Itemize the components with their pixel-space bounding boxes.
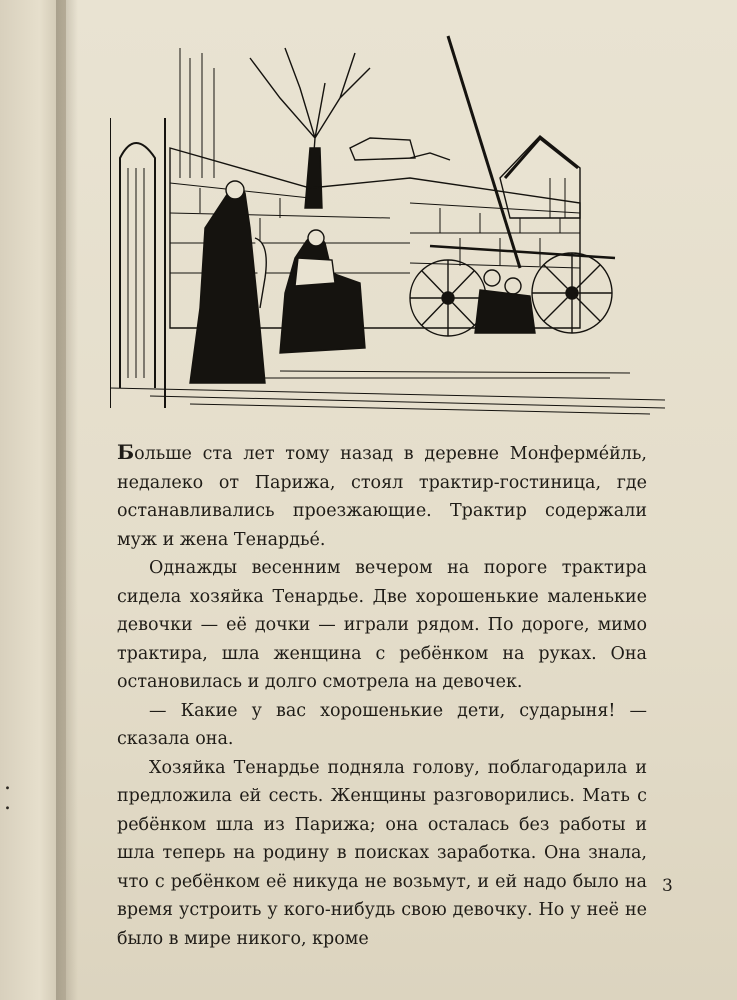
paragraph: Хозяйка Тенардье подняла голову, поблагодарила и предложила ей сесть. Женщины разговорились. Мать с ребёнком шла из Парижа; она осталась без работы и шла теперь на родину в поисках заработка. Она знала, что с ребёнком её никуда не возьмут, и ей надо было на время устроить у кого-нибудь свою девочку. Но у неё не было в мире никого, кроме	[117, 757, 647, 949]
first-letter: Б	[117, 440, 135, 464]
left-page-mark: .	[4, 770, 11, 795]
left-page-mark: .	[4, 790, 11, 815]
paragraph: Однажды весенним вечером на пороге трактира сидела хозяйка Тенардье. Две хорошенькие маленькие девочки — её дочки — играли рядом. По дороге, мимо трактира, шла женщина с ребёнком на руках. Она остановилась и долго смотрела на девочек.	[117, 558, 647, 692]
body-text	[117, 438, 647, 953]
paragraph: — Какие у вас хорошенькие дети, сударыня! — сказала она.	[117, 700, 647, 749]
paragraph-text: ольше ста лет тому назад в деревне Монферме́йль, недалеко от Парижа, стоял трактир-гостиница, где останавливались проезжающие. Трактир содержали муж и жена Тенардье́.	[117, 444, 647, 550]
paragraph	[117, 438, 647, 554]
page-number: 3	[662, 876, 673, 896]
page-gutter	[56, 0, 78, 1000]
village-inn-illustration	[110, 28, 665, 418]
